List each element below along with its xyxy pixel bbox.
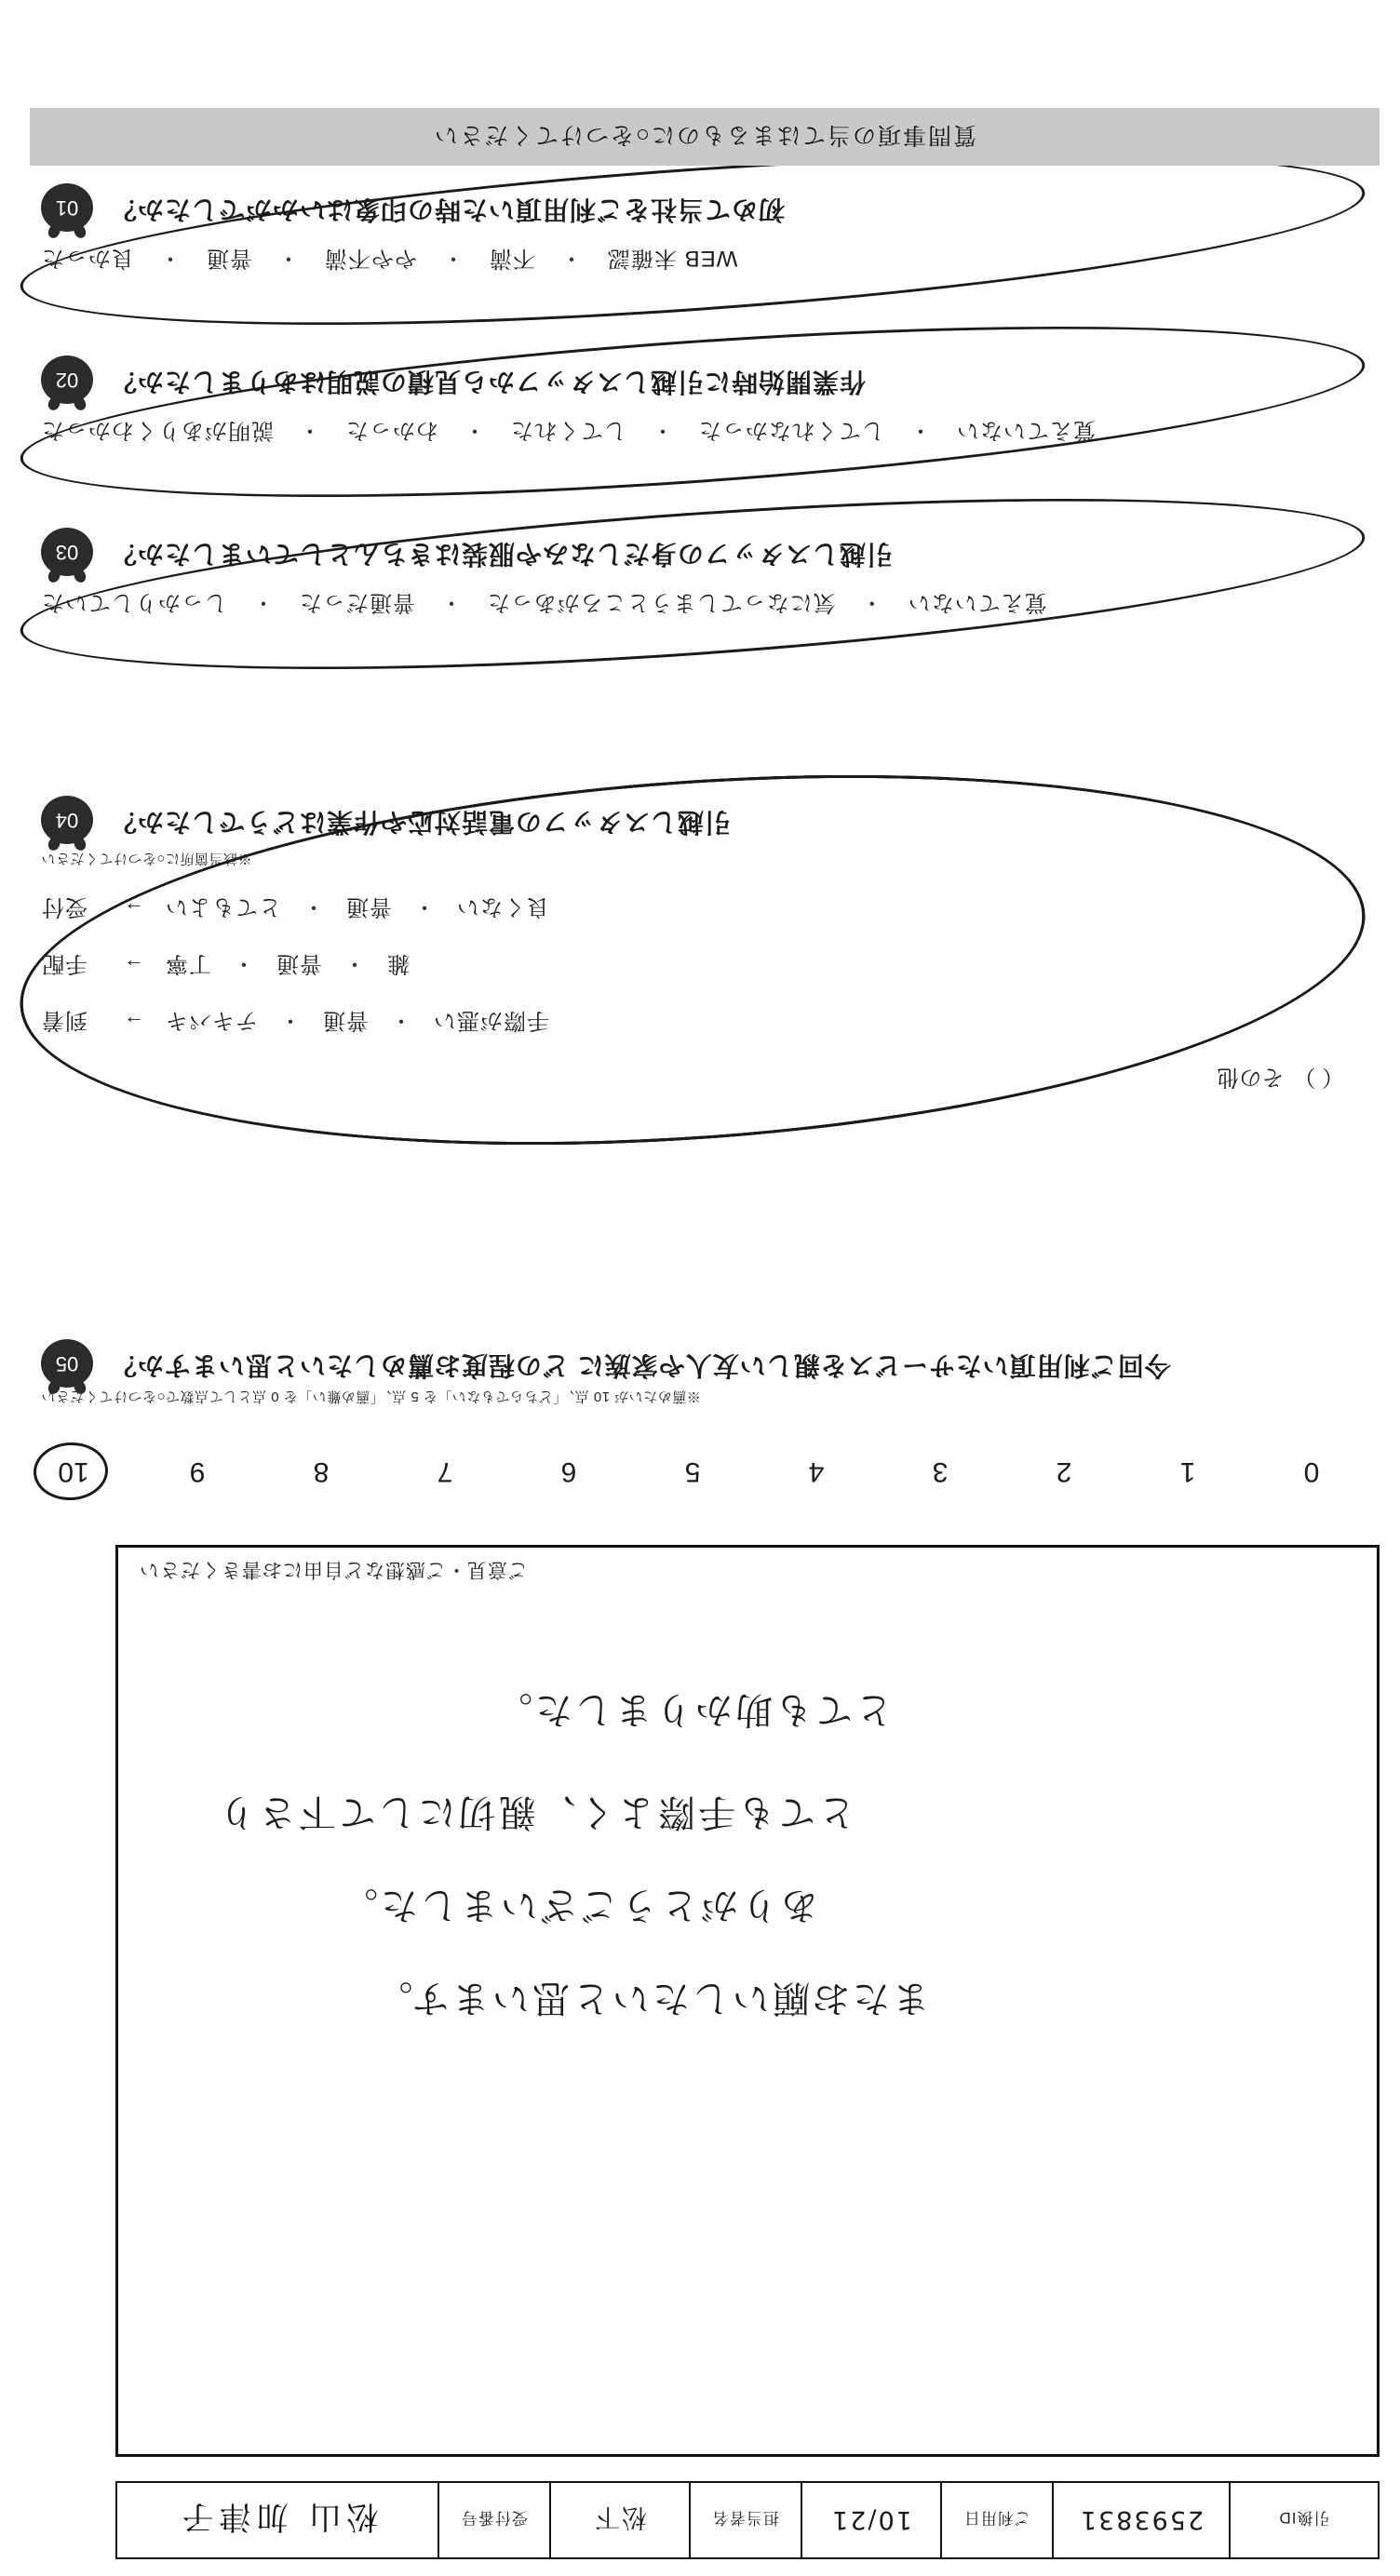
free-comment-box	[115, 1545, 1380, 2457]
q04-row2-opt-0-selected[interactable]: 丁寧	[165, 950, 211, 983]
header-col-0-label: ご利用日	[940, 2483, 1052, 2557]
q04-row1-opt-2[interactable]: 良くない	[456, 894, 549, 919]
q05-text: 今回ご利用頂いたサービスを親しい友人や家族に どの程度お薦めしたいと思いますか？	[110, 1351, 1171, 1380]
question-02	[41, 356, 1344, 468]
comment-box-label: ご意見・ご感想など自由にお書きください	[139, 1559, 528, 1580]
q02-sep-d: ・	[909, 418, 932, 443]
q04-row2-sep-b: ・	[343, 951, 366, 976]
q01-badge: 01	[41, 183, 93, 232]
q04-other-label: その他	[1217, 1065, 1285, 1090]
q03-sep-c: ・	[859, 590, 883, 615]
scale-value-5[interactable]: 5	[684, 1456, 701, 1487]
header-id-value: 2593831	[1052, 2483, 1229, 2557]
comment-line-4: とても助かりました。	[492, 1688, 893, 1731]
q01-options[interactable]	[41, 245, 1344, 277]
q03-option-2[interactable]: 気になってしまうところがあった	[487, 590, 836, 615]
q03-options[interactable]	[41, 589, 1344, 622]
q02-option-3[interactable]: してくれなかった	[698, 418, 884, 443]
q02-text: 作業開始時に引越しスタッフから見積の説明はありましたか？	[110, 368, 867, 396]
q02-sep-a: ・	[298, 418, 321, 443]
q04-badge: 04	[41, 796, 93, 844]
q04-row1-sep-b: ・	[412, 894, 436, 919]
scale-value-6[interactable]: 6	[560, 1456, 577, 1487]
scale-value-9[interactable]: 9	[189, 1456, 206, 1487]
q04-row1-opt-1[interactable]: 普通	[345, 894, 392, 919]
q04-row2-lead: 手配	[41, 951, 88, 976]
q01-sep-d: ・	[559, 246, 583, 271]
scale-value-8[interactable]: 8	[313, 1456, 330, 1487]
header-id-table	[115, 2481, 1380, 2559]
q05-scale-row[interactable]	[41, 1456, 1344, 1487]
scale-value-0[interactable]: 0	[1303, 1456, 1320, 1487]
q01-sep-c: ・	[441, 246, 464, 271]
q02-badge: 02	[41, 356, 93, 404]
q04-text: 引越しスタッフの電話対応や作業はどうでしたか？	[110, 808, 732, 837]
q04-row1-arrow: →	[123, 898, 144, 922]
q04-row1-lead: 受付	[41, 894, 88, 919]
question-03	[41, 528, 1344, 640]
q04-row3-sep-a: ・	[278, 1008, 302, 1033]
q02-option-2[interactable]: してくれた	[510, 418, 626, 443]
q03-sep-b: ・	[439, 590, 463, 615]
scale-value-7[interactable]: 7	[437, 1456, 453, 1487]
q04-row-2[interactable]	[41, 950, 1344, 983]
header-col-1-value: 松下	[549, 2483, 689, 2557]
q01-text: 初めて当社をご利用頂いた時の印象はいかがでしたか？	[110, 195, 786, 224]
q04-row3-arrow: →	[123, 1012, 144, 1036]
q02-option-1[interactable]: わかった	[345, 418, 438, 443]
header-col-0-value: 10/21	[801, 2483, 940, 2557]
q04-row-3[interactable]	[41, 1007, 1344, 1040]
q02-sep-c: ・	[651, 418, 674, 443]
question-01	[41, 183, 1344, 296]
q04-row2-sep-a: ・	[232, 951, 255, 976]
q04-row3-sep-b: ・	[389, 1008, 412, 1033]
header-col-2-label: 受付番号	[438, 2483, 549, 2557]
q04-row3-opt-2[interactable]: 手際が悪い	[433, 1008, 549, 1033]
q04-row2-opt-1[interactable]: 普通	[276, 951, 322, 976]
q05-badge: 05	[41, 1339, 93, 1388]
header-id-label: 引換ID	[1229, 2483, 1378, 2557]
q04-note: ※該当箇所に○をつけてください	[41, 851, 252, 866]
scale-value-4[interactable]: 4	[808, 1456, 825, 1487]
instruction-band: 質問事項の当てはまるものに○をつけてください	[30, 108, 1380, 166]
q02-option-4[interactable]: 覚えていない	[956, 418, 1096, 443]
q03-option-1-selected[interactable]: 普通だった	[299, 589, 415, 622]
q03-option-3[interactable]: 覚えていない	[907, 590, 1047, 615]
q01-sep-a: ・	[158, 246, 182, 271]
q02-sep-b: ・	[463, 418, 486, 443]
q04-row3-lead: 到着	[41, 1008, 88, 1033]
comment-line-3: とても手際よく、親切にして下さり	[215, 1791, 855, 1833]
q01-option-1[interactable]: 普通	[206, 246, 252, 271]
q03-badge: 03	[41, 528, 93, 576]
q04-row3-opt-1[interactable]: 普通	[322, 1008, 369, 1033]
question-05	[41, 1339, 1344, 1413]
comment-line-1: またお願いしたいと思います。	[372, 1977, 930, 2019]
q04-other-value[interactable]: （ ）	[1293, 1065, 1344, 1090]
scale-value-3[interactable]: 3	[932, 1456, 949, 1487]
q01-option-3[interactable]: 不満	[489, 246, 535, 271]
q03-text: 引越しスタッフの身だしなみや服装はきちんとしていましたか？	[110, 540, 894, 569]
q03-option-0[interactable]: しっかりしていた	[41, 590, 227, 615]
q01-sep-b: ・	[276, 246, 300, 271]
scale-value-10-selected[interactable]: 10	[41, 1456, 106, 1487]
header-col-1-label: 担当者名	[689, 2483, 801, 2557]
q02-options[interactable]	[41, 417, 1344, 449]
header-signature: 松山 加津子	[176, 2498, 379, 2536]
q01-option-4[interactable]: WEB 未確認	[607, 246, 738, 271]
question-04	[41, 796, 1344, 1124]
q04-row2-arrow: →	[123, 955, 144, 979]
q01-option-2[interactable]: やや不満	[324, 246, 417, 271]
q05-note: ※薦めたいが 10 点、「どちらでもない」を 5 点、「薦め難い」を 0 点として点数で○をつけてください	[41, 1389, 701, 1404]
scale-value-2[interactable]: 2	[1056, 1456, 1072, 1487]
scale-value-1[interactable]: 1	[1179, 1456, 1196, 1487]
q04-row1-sep-a: ・	[302, 894, 325, 919]
q04-row3-opt-0-selected[interactable]: テキパキ	[165, 1007, 258, 1040]
q02-option-0-selected[interactable]: 説明がありくわかった	[41, 417, 274, 449]
q04-row2-opt-2[interactable]: 雑	[386, 951, 410, 976]
q03-sep-a: ・	[251, 590, 275, 615]
q04-row-1[interactable]	[41, 893, 1344, 926]
comment-line-2: ありがとうございました。	[338, 1884, 818, 1926]
q04-row1-opt-0-selected[interactable]: とてもよい	[165, 893, 281, 926]
q01-option-0-selected[interactable]: 良かった	[41, 245, 134, 277]
